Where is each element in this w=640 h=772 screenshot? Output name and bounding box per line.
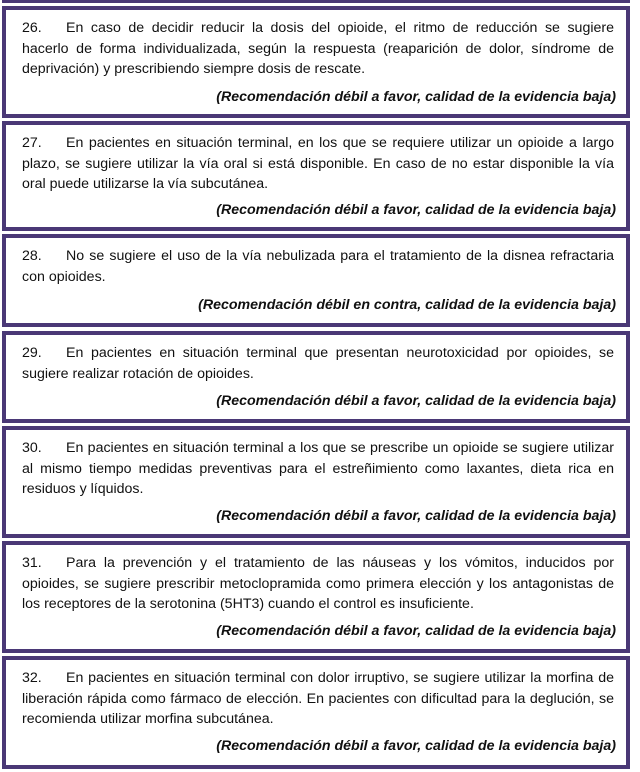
recommendation-grade: (Recomendación débil a favor, calidad de la evidencia baja) xyxy=(216,393,616,409)
recommendation-grade: (Recomendación débil a favor, calidad de la evidencia baja) xyxy=(216,202,616,218)
previous-box-border xyxy=(2,0,630,3)
recommendation-text xyxy=(22,438,614,500)
recommendation-body: No se sugiere el uso de la vía nebulizada para el tratamiento de la disnea refractaria con opioides. xyxy=(22,248,614,285)
recommendation-number: 30. xyxy=(22,440,42,456)
recommendation-text xyxy=(22,553,614,615)
recommendation-text xyxy=(22,668,614,730)
recommendation-body: En pacientes en situación terminal con dolor irruptivo, se sugiere utilizar la morfina de liberación rápida como fármaco de elección. En pacientes con dificultad para la deglución, se recomienda utilizar morfina subcutánea. xyxy=(22,670,614,727)
recommendation-text xyxy=(22,133,614,195)
recommendation-grade: (Recomendación débil en contra, calidad de la evidencia baja) xyxy=(198,297,616,313)
recommendation-body: En caso de decidir reducir la dosis del opioide, el ritmo de reducción se sugiere hacerlo de forma individualizada, según la respuesta (reaparición de dolor, síndrome de deprivación) y prescribiendo siempre dosis de rescate. xyxy=(22,20,614,77)
recommendation-number: 26. xyxy=(22,20,42,36)
recommendation-number: 27. xyxy=(22,135,42,151)
recommendation-number: 32. xyxy=(22,670,42,686)
recommendation-box-30 xyxy=(2,426,630,538)
recommendation-box-32 xyxy=(2,656,630,769)
recommendation-text xyxy=(22,18,614,80)
recommendation-box-29 xyxy=(2,331,630,423)
recommendation-grade: (Recomendación débil a favor, calidad de la evidencia baja) xyxy=(216,623,616,639)
recommendation-body: En pacientes en situación terminal, en los que se requiere utilizar un opioide a largo plazo, se sugiere utilizar la vía oral si está disponible. En caso de no estar disponible la vía oral puede utilizarse la vía subcutánea. xyxy=(22,135,614,192)
recommendation-box-28 xyxy=(2,234,630,327)
recommendation-body: Para la prevención y el tratamiento de las náuseas y los vómitos, inducidos por opioides, se sugiere prescribir metoclopramida como primera elección y los antagonistas de los receptores de la serotonina (5HT3) cuando el control es insuficiente. xyxy=(22,555,614,612)
recommendation-grade: (Recomendación débil a favor, calidad de la evidencia baja) xyxy=(216,738,616,754)
recommendation-text xyxy=(22,343,614,384)
recommendation-box-31 xyxy=(2,541,630,653)
recommendation-grade: (Recomendación débil a favor, calidad de la evidencia baja) xyxy=(216,508,616,524)
recommendation-box-27 xyxy=(2,121,630,231)
recommendation-number: 31. xyxy=(22,555,42,571)
recommendation-grade: (Recomendación débil a favor, calidad de la evidencia baja) xyxy=(216,89,616,105)
recommendation-box-26 xyxy=(2,6,630,118)
recommendation-body: En pacientes en situación terminal a los que se prescribe un opioide se sugiere utilizar al mismo tiempo medidas preventivas para el estreñimiento como laxantes, dieta rica en residuos y líquidos. xyxy=(22,440,614,497)
recommendation-body: En pacientes en situación terminal que presentan neurotoxicidad por opioides, se sugiere realizar rotación de opioides. xyxy=(22,345,614,382)
recommendation-number: 29. xyxy=(22,345,42,361)
recommendation-number: 28. xyxy=(22,248,42,264)
recommendation-text xyxy=(22,246,614,287)
